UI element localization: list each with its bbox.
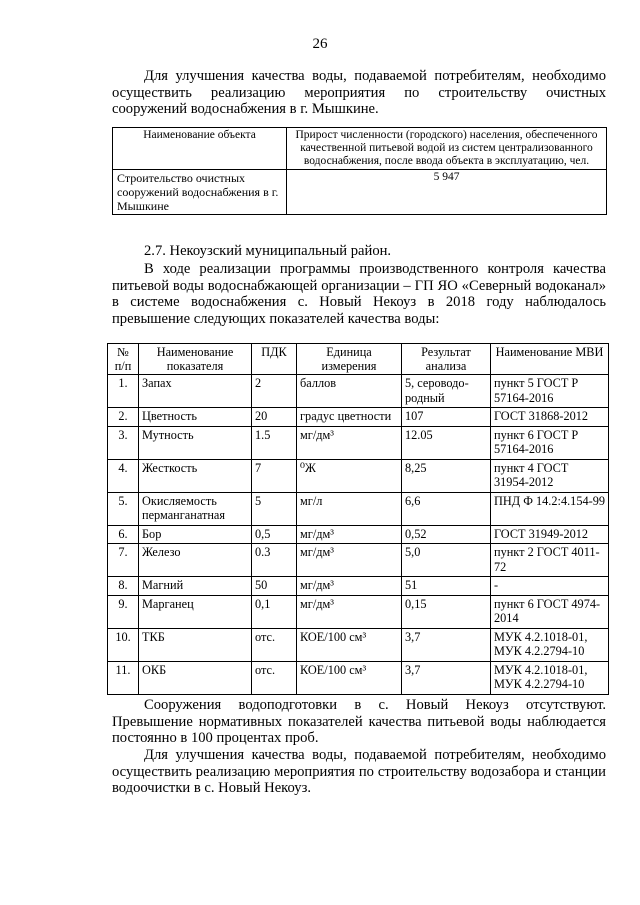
row-result: 8,25 xyxy=(402,459,491,492)
row-method: пункт 2 ГОСТ 4011-72 xyxy=(491,544,609,577)
row-method: МУК 4.2.1018-01, МУК 4.2.2794-10 xyxy=(491,661,609,694)
table-row xyxy=(108,577,609,596)
row-result: 51 xyxy=(402,577,491,596)
row-indicator: Цветность xyxy=(139,408,252,427)
col-number: № п/п xyxy=(108,344,139,375)
row-unit: КОЕ/100 см³ xyxy=(297,628,402,661)
row-number: 3. xyxy=(108,426,139,459)
row-indicator: Мутность xyxy=(139,426,252,459)
table-row xyxy=(108,426,609,459)
row-method: ГОСТ 31868-2012 xyxy=(491,408,609,427)
row-method: пункт 5 ГОСТ Р 57164-2016 xyxy=(491,375,609,408)
row-result: 5, сероводо-родный xyxy=(402,375,491,408)
quality-table xyxy=(107,343,609,695)
table-row xyxy=(108,595,609,628)
object-table xyxy=(112,127,607,215)
row-unit: КОЕ/100 см³ xyxy=(297,661,402,694)
row-unit: мг/дм³ xyxy=(297,525,402,544)
row-result: 12.05 xyxy=(402,426,491,459)
row-number: 11. xyxy=(108,661,139,694)
row-indicator: ТКБ xyxy=(139,628,252,661)
row-pdk: 7 xyxy=(252,459,297,492)
page-number: 26 xyxy=(312,36,328,52)
row-result: 6,6 xyxy=(402,492,491,525)
row-unit: градус цветности xyxy=(297,408,402,427)
row-method: - xyxy=(491,577,609,596)
table-row xyxy=(108,459,609,492)
paragraph-recommendation: Для улучшения качества воды, подаваемой потребителям, необходимо осуществить реализацию мероприятия по строительству водозабора и станции водоочистки в с. Новый Некоуз. xyxy=(112,747,606,796)
col-result: Результат анализа xyxy=(402,344,491,375)
row-pdk: отс. xyxy=(252,628,297,661)
row-pdk: 0,5 xyxy=(252,525,297,544)
row-pdk: 1.5 xyxy=(252,426,297,459)
row-pdk: 5 xyxy=(252,492,297,525)
row-number: 7. xyxy=(108,544,139,577)
table-row xyxy=(108,408,609,427)
row-method: ПНД Ф 14.2:4.154-99 xyxy=(491,492,609,525)
row-method: ГОСТ 31949-2012 xyxy=(491,525,609,544)
row-number: 8. xyxy=(108,577,139,596)
object-table-cell-name: Строительство очистных сооружений водоснабжения в г. Мышкине xyxy=(113,170,287,215)
quality-table-body xyxy=(108,375,609,695)
row-pdk: 50 xyxy=(252,577,297,596)
row-method: пункт 6 ГОСТ 4974-2014 xyxy=(491,595,609,628)
row-pdk: отс. xyxy=(252,661,297,694)
row-result: 0,52 xyxy=(402,525,491,544)
row-unit: мг/дм³ xyxy=(297,426,402,459)
row-number: 1. xyxy=(108,375,139,408)
row-unit: мг/л xyxy=(297,492,402,525)
row-pdk: 2 xyxy=(252,375,297,408)
row-number: 5. xyxy=(108,492,139,525)
row-indicator: Запах xyxy=(139,375,252,408)
paragraph-no-treatment: Сооружения водоподготовки в с. Новый Некоуз отсутствуют. Превышение нормативных показателей качества питьевой воды наблюдается постоянно в 100 процентах проб. xyxy=(112,697,606,746)
row-pdk: 0.3 xyxy=(252,544,297,577)
row-number: 10. xyxy=(108,628,139,661)
section-paragraph: В ходе реализации программы производственного контроля качества питьевой воды водоснабжающей организации – ГП ЯО «Северный водоканал» в системе водоснабжения с. Новый Некоуз в 2018 году наблюдалось превышение следующих показателей качества воды: xyxy=(112,261,606,327)
table-row xyxy=(108,544,609,577)
row-indicator: Окисляемость перманганатная xyxy=(139,492,252,525)
row-method: МУК 4.2.1018-01, МУК 4.2.2794-10 xyxy=(491,628,609,661)
col-indicator: Наименование показателя xyxy=(139,344,252,375)
row-result: 3,7 xyxy=(402,661,491,694)
row-pdk: 0,1 xyxy=(252,595,297,628)
col-method: Наименование МВИ xyxy=(491,344,609,375)
row-number: 9. xyxy=(108,595,139,628)
row-pdk: 20 xyxy=(252,408,297,427)
row-number: 2. xyxy=(108,408,139,427)
table-row xyxy=(108,492,609,525)
object-table-header-growth: Прирост численности (городского) населения, обеспеченного качественной питьевой водой из систем централизованного водоснабжения, после ввода объекта в эксплуатацию, чел. xyxy=(287,128,607,170)
col-unit: Единица измерения xyxy=(297,344,402,375)
row-indicator: Магний xyxy=(139,577,252,596)
row-method: пункт 4 ГОСТ 31954-2012 xyxy=(491,459,609,492)
table-row xyxy=(108,525,609,544)
table-row xyxy=(108,375,609,408)
object-table-header-name: Наименование объекта xyxy=(113,128,287,170)
row-indicator: Бор xyxy=(139,525,252,544)
row-indicator: ОКБ xyxy=(139,661,252,694)
object-table-cell-growth: 5 947 xyxy=(287,170,607,215)
row-number: 6. xyxy=(108,525,139,544)
section-heading: 2.7. Некоузский муниципальный район. xyxy=(144,243,392,259)
row-method: пункт 6 ГОСТ Р 57164-2016 xyxy=(491,426,609,459)
intro-paragraph: Для улучшения качества воды, подаваемой потребителям, необходимо осуществить реализацию мероприятия по строительству очистных сооружений водоснабжения в г. Мышкине. xyxy=(112,68,606,117)
table-row xyxy=(108,661,609,694)
row-unit: мг/дм³ xyxy=(297,577,402,596)
row-result: 5,0 xyxy=(402,544,491,577)
row-indicator: Жесткость xyxy=(139,459,252,492)
row-result: 107 xyxy=(402,408,491,427)
row-indicator: Марганец xyxy=(139,595,252,628)
row-unit: баллов xyxy=(297,375,402,408)
row-unit: мг/дм³ xyxy=(297,595,402,628)
col-pdk: ПДК xyxy=(252,344,297,375)
table-row xyxy=(108,628,609,661)
row-indicator: Железо xyxy=(139,544,252,577)
row-result: 3,7 xyxy=(402,628,491,661)
row-unit: ⁰Ж xyxy=(297,459,402,492)
row-unit: мг/дм³ xyxy=(297,544,402,577)
row-result: 0,15 xyxy=(402,595,491,628)
row-number: 4. xyxy=(108,459,139,492)
